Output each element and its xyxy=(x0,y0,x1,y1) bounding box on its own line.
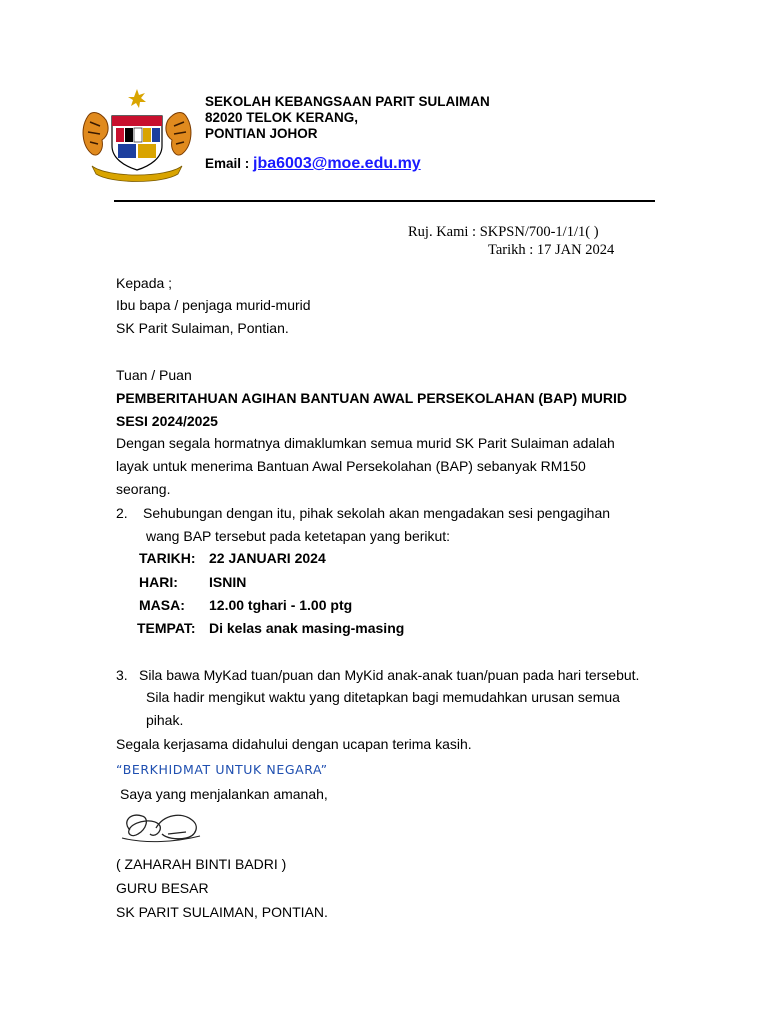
detail-tempat-label: TEMPAT: xyxy=(137,620,196,636)
paragraph-3-number: 3. xyxy=(116,667,128,683)
signature-icon xyxy=(116,808,206,852)
detail-tarikh-value: 22 JANUARI 2024 xyxy=(209,550,326,566)
email-link[interactable]: jba6003@moe.edu.my xyxy=(253,155,421,172)
subject-line-2: SESI 2024/2025 xyxy=(116,413,218,429)
paragraph-2-number: 2. xyxy=(116,505,128,521)
recipient-line-2: SK Parit Sulaiman, Pontian. xyxy=(116,320,289,336)
paragraph-2-line-1: Sehubungan dengan itu, pihak sekolah akan mengadakan sesi pengagihan xyxy=(143,505,611,521)
paragraph-1-line-1: Dengan segala hormatnya dimaklumkan semua murid SK Parit Sulaiman adalah xyxy=(116,435,615,451)
paragraph-3-line-3: pihak. xyxy=(146,712,184,728)
paragraph-3-line-1: Sila bawa MyKad tuan/puan dan MyKid anak-anak tuan/puan pada hari tersebut. xyxy=(139,667,640,683)
detail-hari-value: ISNIN xyxy=(209,574,247,590)
recipient-line-1: Ibu bapa / penjaga murid-murid xyxy=(116,297,311,313)
coat-of-arms-icon xyxy=(78,88,196,184)
signatory-name: ( ZAHARAH BINTI BADRI ) xyxy=(116,856,287,872)
detail-masa-value: 12.00 tghari - 1.00 ptg xyxy=(209,597,353,613)
subject-line-1: PEMBERITAHUAN AGIHAN BANTUAN AWAL PERSEKOLAHAN (BAP) MURID xyxy=(116,390,627,406)
address-line-1: 82020 TELOK KERANG, xyxy=(205,110,359,125)
email-line xyxy=(205,155,421,173)
motto: “BERKHIDMAT UNTUK NEGARA” xyxy=(116,762,328,777)
detail-masa-label: MASA: xyxy=(139,597,185,613)
salutation: Tuan / Puan xyxy=(116,367,192,383)
closing-line: Segala kerjasama didahului dengan ucapan terima kasih. xyxy=(116,736,472,752)
reference-number: Ruj. Kami : SKPSN/700-1/1/1( ) xyxy=(408,224,599,240)
letter-date: Tarikh : 17 JAN 2024 xyxy=(488,242,615,258)
school-name: SEKOLAH KEBANGSAAN PARIT SULAIMAN xyxy=(205,94,490,109)
paragraph-1-line-2: layak untuk menerima Bantuan Awal Persekolahan (BAP) sebanyak RM150 xyxy=(116,458,586,474)
header-divider xyxy=(114,200,655,202)
detail-hari-label: HARI: xyxy=(139,574,178,590)
detail-tempat-value: Di kelas anak masing-masing xyxy=(209,620,405,636)
signatory-school: SK PARIT SULAIMAN, PONTIAN. xyxy=(116,904,328,920)
signatory-title: GURU BESAR xyxy=(116,880,209,896)
address-line-2: PONTIAN JOHOR xyxy=(205,126,318,141)
signoff: Saya yang menjalankan amanah, xyxy=(120,786,328,802)
paragraph-1-line-3: seorang. xyxy=(116,481,171,497)
paragraph-2-line-2: wang BAP tersebut pada ketetapan yang berikut: xyxy=(146,528,451,544)
detail-tarikh-label: TARIKH: xyxy=(139,550,196,566)
recipient-heading: Kepada ; xyxy=(116,275,173,291)
email-label: Email : xyxy=(205,156,254,171)
paragraph-3-line-2: Sila hadir mengikut waktu yang ditetapkan bagi memudahkan urusan semua xyxy=(146,689,620,705)
